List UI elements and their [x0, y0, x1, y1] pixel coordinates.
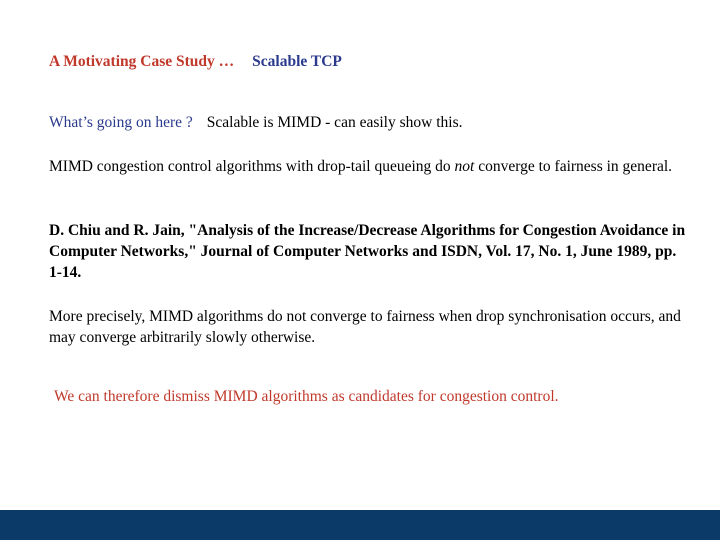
paragraph-mimd-fairness-start: MIMD congestion control algorithms with drop-tail queueing do — [49, 158, 455, 175]
paragraph-precisely: More precisely, MIMD algorithms do not converge to fairness when drop synchronisation occurs, and may converge arbitrarily slowly otherwise. — [49, 308, 681, 346]
question-answer: Scalable is MIMD - can easily show this. — [206, 114, 463, 131]
slide-title-main: A Motivating Case Study … — [49, 53, 235, 70]
slide-title — [49, 53, 342, 71]
question-label: What’s going on here ? — [49, 114, 193, 131]
reference-citation: D. Chiu and R. Jain, "Analysis of the Increase/Decrease Algorithms for Congestion Avoidance in Computer Networks," Journal of Computer Networks and ISDN, Vol. 17, No. 1, June 1989, pp. 1-14. — [49, 222, 686, 281]
question-line — [49, 114, 462, 132]
paragraph-mimd-fairness-end: converge to fairness in general. — [474, 158, 673, 175]
conclusion-text: We can therefore dismiss MIMD algorithms as candidates for congestion control. — [54, 388, 559, 405]
emphasis-not: not — [454, 158, 475, 175]
slide-title-topic: Scalable TCP — [252, 53, 342, 70]
paragraph-mimd-fairness — [49, 156, 689, 177]
footer-bar — [0, 510, 720, 540]
